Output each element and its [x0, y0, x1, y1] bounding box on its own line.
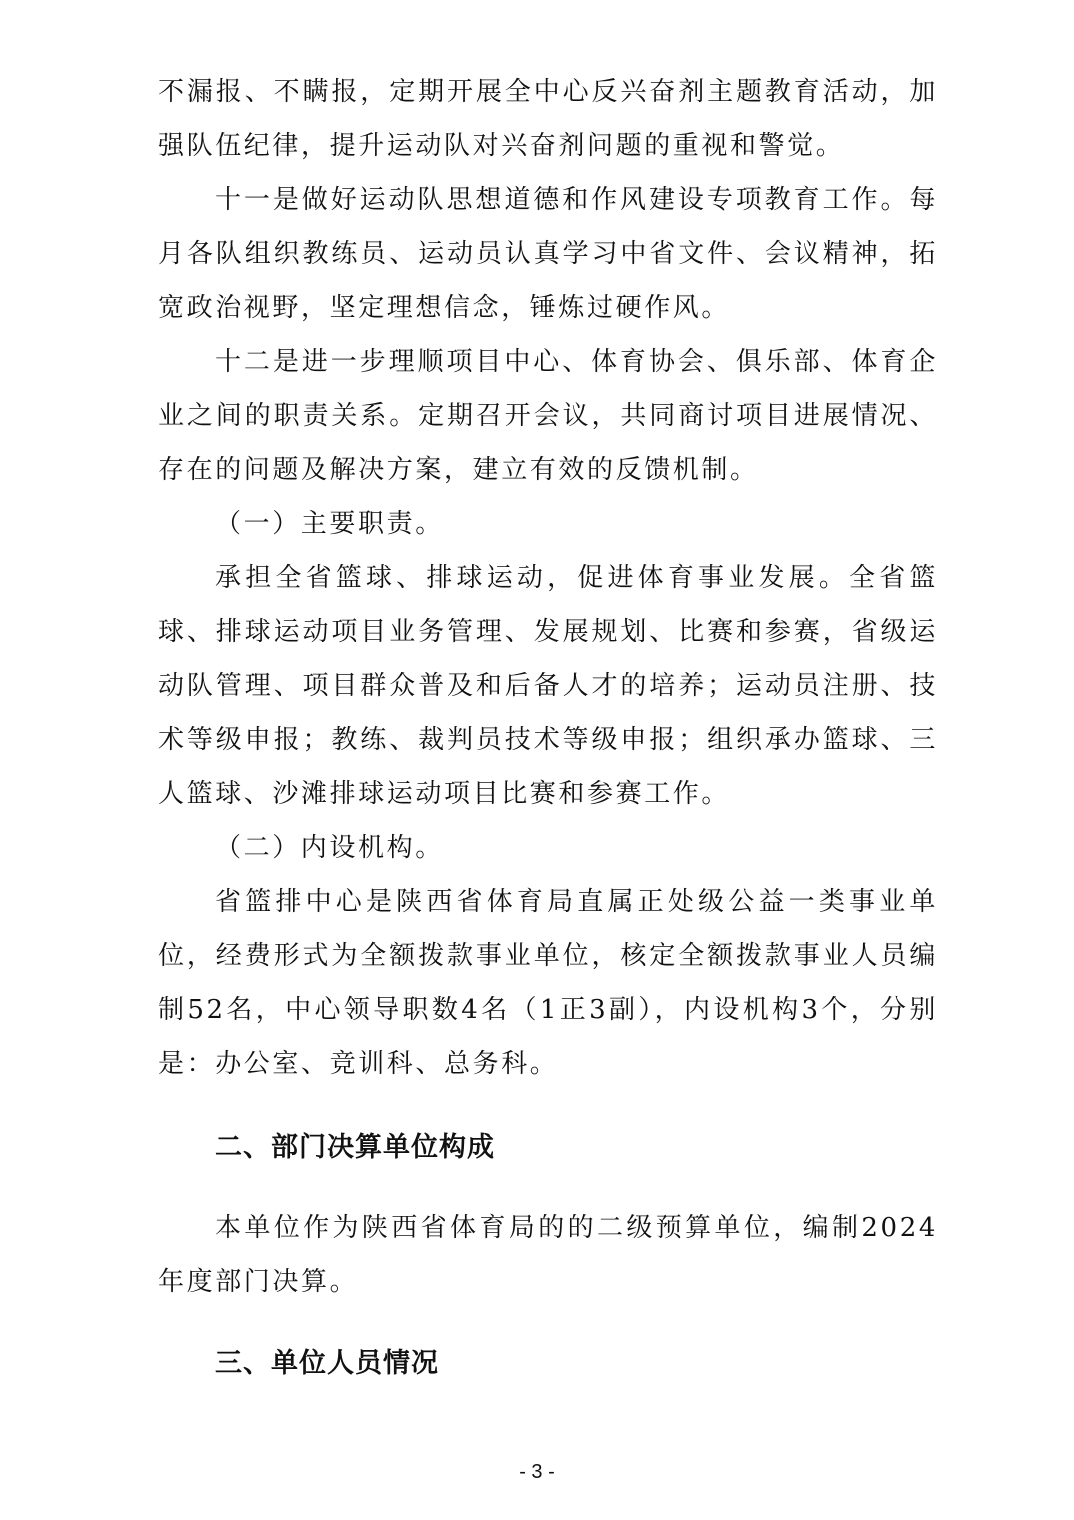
continuation-paragraph: 不漏报、不瞒报，定期开展全中心反兴奋剂主题教育活动，加强队伍纪律，提升运动队对兴奋剂问题的重视和警觉。 [158, 77, 938, 161]
item-eleven-paragraph: 十一是做好运动队思想道德和作风建设专项教育工作。每月各队组织教练员、运动员认真学习中省文件、会议精神，拓宽政治视野，坚定理想信念，锤炼过硬作风。 [158, 185, 938, 323]
main-duties-paragraph: 承担全省篮球、排球运动，促进体育事业发展。全省篮球、排球运动项目业务管理、发展规划、比赛和参赛，省级运动队管理、项目群众普及和后备人才的培养；运动员注册、技术等级申报；教练、裁判员技术等级申报；组织承办篮球、三人篮球、沙滩排球运动项目比赛和参赛工作。 [158, 563, 938, 809]
item-twelve-paragraph: 十二是进一步理顺项目中心、体育协会、俱乐部、体育企业之间的职责关系。定期召开会议，共同商讨项目进展情况、存在的问题及解决方案，建立有效的反馈机制。 [158, 347, 938, 485]
page-number: - 3 - [519, 1461, 555, 1483]
section-two-heading: 二、部门决算单位构成 [215, 1132, 495, 1163]
section-three-heading: 三、单位人员情况 [215, 1348, 439, 1379]
section-two-paragraph: 本单位作为陕西省体育局的的二级预算单位，编制2024年度部门决算。 [158, 1213, 938, 1297]
main-duties-heading: （一）主要职责。 [215, 509, 444, 539]
internal-structure-paragraph: 省篮排中心是陕西省体育局直属正处级公益一类事业单位，经费形式为全额拨款事业单位，核定全额拨款事业人员编制52名，中心领导职数4名（1正3副），内设机构3个，分别是：办公室、竞训科、总务科。 [158, 887, 938, 1079]
internal-structure-heading: （二）内设机构。 [215, 833, 444, 863]
